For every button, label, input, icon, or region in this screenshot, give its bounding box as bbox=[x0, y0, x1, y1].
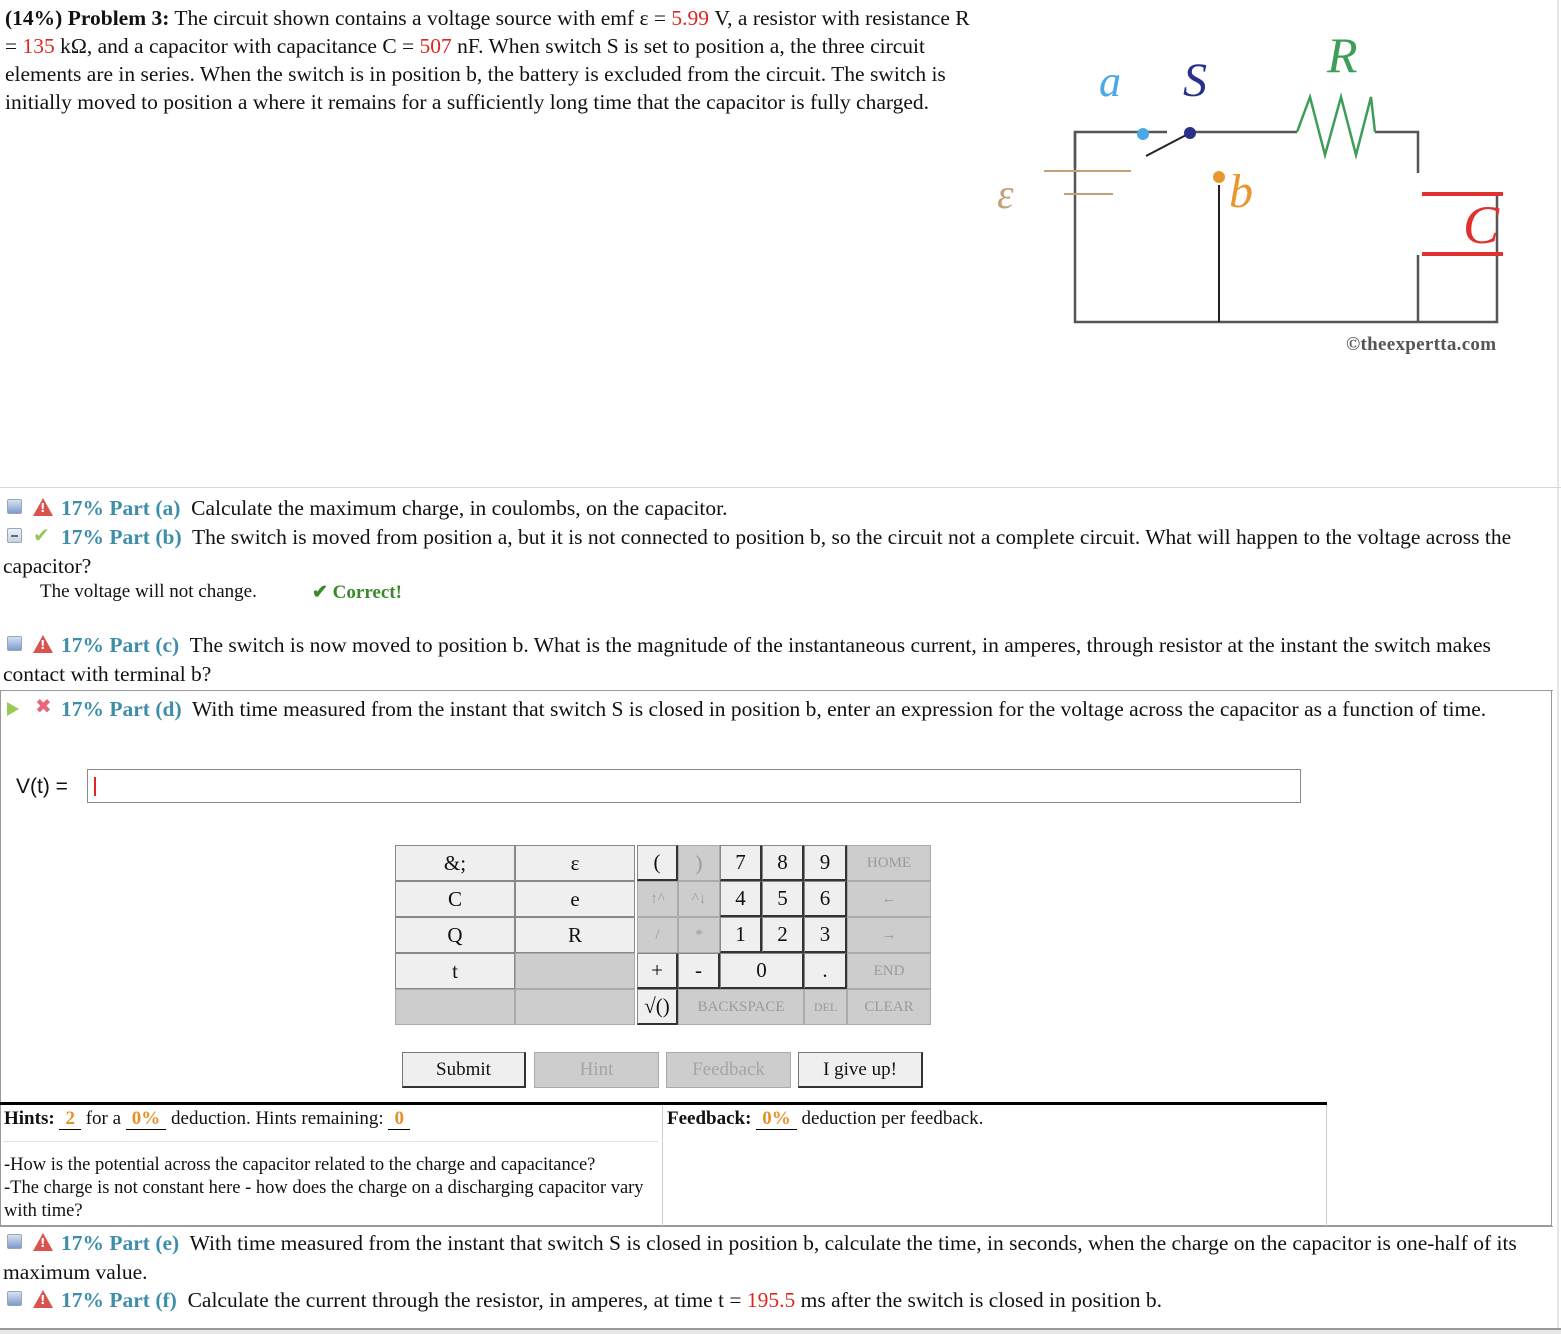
part-e[interactable] bbox=[3, 1229, 1553, 1286]
part-text: Calculate the current through the resistor, in amperes, at time t = bbox=[187, 1288, 747, 1312]
key-left-arrow: ← bbox=[847, 881, 931, 917]
part-weight: 17% bbox=[61, 1288, 104, 1312]
divider bbox=[0, 487, 1561, 488]
key-decimal[interactable]: . bbox=[804, 953, 847, 989]
key-r[interactable]: R bbox=[515, 917, 635, 953]
key-4[interactable]: 4 bbox=[720, 881, 762, 917]
part-label[interactable]: Part (d) bbox=[109, 697, 182, 721]
part-text: With time measured from the instant that switch S is closed in position b, enter an expression for the voltage across the capacitor as a function of time. bbox=[192, 697, 1487, 721]
label-a: a bbox=[1099, 57, 1121, 106]
hints-remaining: 0 bbox=[388, 1109, 410, 1130]
checkmark-icon: ✔ bbox=[33, 523, 50, 547]
play-icon bbox=[7, 702, 19, 716]
part-c[interactable] bbox=[3, 631, 1553, 688]
part-text: ms after the switch is closed in position b. bbox=[795, 1288, 1162, 1312]
divider bbox=[0, 1226, 1553, 1227]
hints-label: Hints: bbox=[4, 1108, 55, 1129]
divider bbox=[1326, 1105, 1327, 1226]
footer bbox=[0, 1330, 1561, 1334]
part-d[interactable] bbox=[3, 695, 1553, 724]
key-open-paren[interactable]: ( bbox=[637, 845, 678, 881]
label-b: b bbox=[1229, 165, 1253, 218]
key-5[interactable]: 5 bbox=[762, 881, 804, 917]
expand-icon[interactable] bbox=[7, 1291, 22, 1306]
part-weight: 17% bbox=[61, 1231, 104, 1255]
key-q[interactable]: Q bbox=[395, 917, 515, 953]
capacitance-value: 507 bbox=[419, 34, 452, 58]
give-up-button[interactable]: I give up! bbox=[798, 1052, 923, 1088]
divider bbox=[662, 1105, 663, 1226]
part-weight: 17% bbox=[61, 525, 104, 549]
part-weight: 17% bbox=[61, 697, 104, 721]
key-plus[interactable]: + bbox=[637, 953, 678, 989]
key-3[interactable]: 3 bbox=[804, 917, 847, 953]
part-label[interactable]: Part (e) bbox=[109, 1231, 180, 1255]
expand-icon[interactable] bbox=[7, 499, 22, 514]
hints-deduction: 0% bbox=[126, 1109, 167, 1130]
warning-icon bbox=[33, 635, 53, 653]
key-minus[interactable]: - bbox=[678, 953, 720, 989]
warning-icon bbox=[33, 1233, 53, 1251]
part-label[interactable]: Part (f) bbox=[109, 1288, 177, 1312]
hints-text: deduction. Hints remaining: bbox=[171, 1108, 384, 1129]
part-text: Calculate the maximum charge, in coulombs, on the capacitor. bbox=[191, 496, 728, 520]
key-del: DEL bbox=[804, 989, 847, 1025]
key-8[interactable]: 8 bbox=[762, 845, 804, 881]
key-empty bbox=[515, 989, 635, 1025]
key-0[interactable]: 0 bbox=[720, 953, 804, 989]
submitted-answer: The voltage will not change. bbox=[40, 581, 257, 602]
key-home: HOME bbox=[847, 845, 931, 881]
key-sqrt[interactable]: √() bbox=[637, 989, 678, 1025]
problem-title: Problem 3: bbox=[67, 6, 170, 30]
answer-label: V(t) = bbox=[16, 775, 68, 798]
key-superscript: ↑^ bbox=[637, 881, 678, 917]
hints-list bbox=[4, 1154, 659, 1223]
text-caret bbox=[94, 777, 96, 796]
part-weight: 17% bbox=[61, 633, 104, 657]
hint-item: -The charge is not constant here - how does the charge on a discharging capacitor vary with time? bbox=[4, 1178, 644, 1221]
warning-icon bbox=[33, 1290, 53, 1308]
key-right-arrow: → bbox=[847, 917, 931, 953]
emf-value: 5.99 bbox=[671, 6, 710, 30]
problem-text: nF. When switch S is set to position a, the three circuit elements are in series. When the switch is in position b, the battery is excluded from the circuit. The switch is initially moved to position a where it remains for a sufficiently long time that the capacitor is fully charged. bbox=[5, 34, 946, 114]
divider bbox=[0, 1102, 1327, 1105]
image-credit: ©theexpertta.com bbox=[1346, 334, 1497, 355]
problem-statement bbox=[5, 4, 975, 116]
key-epsilon[interactable]: ε bbox=[515, 845, 635, 881]
key-backspace: BACKSPACE bbox=[678, 989, 804, 1025]
expand-icon[interactable] bbox=[7, 636, 22, 651]
feedback-button: Feedback bbox=[666, 1052, 791, 1088]
key-close-paren: ) bbox=[678, 845, 720, 881]
hints-summary bbox=[4, 1108, 410, 1130]
answer-input[interactable] bbox=[87, 769, 1301, 803]
hints-count: 2 bbox=[59, 1109, 81, 1130]
part-label[interactable]: Part (a) bbox=[109, 496, 181, 520]
key-amp[interactable]: &; bbox=[395, 845, 515, 881]
part-text: With time measured from the instant that switch S is closed in position b, calculate the time, in seconds, when the charge on the capacitor is one-half of its maximum value. bbox=[3, 1231, 1517, 1284]
problem-text: V, a resistor with resistance R = bbox=[5, 6, 970, 58]
part-label[interactable]: Part (c) bbox=[109, 633, 180, 657]
part-weight: 17% bbox=[61, 496, 104, 520]
part-text: The switch is now moved to position b. What is the magnitude of the instantaneous current, in amperes, through resistor at the instant the switch makes contact with terminal b? bbox=[3, 633, 1491, 686]
key-multiply: * bbox=[678, 917, 720, 953]
feedback-deduction: 0% bbox=[756, 1109, 797, 1130]
label-emf: ε bbox=[997, 172, 1014, 218]
correct-badge: ✔ Correct! bbox=[312, 582, 402, 603]
key-empty bbox=[395, 989, 515, 1025]
feedback-label: Feedback: bbox=[667, 1108, 752, 1129]
label-r: R bbox=[1327, 27, 1358, 83]
key-e[interactable]: e bbox=[515, 881, 635, 917]
circuit-diagram bbox=[985, 20, 1555, 365]
key-empty bbox=[515, 953, 635, 989]
problem-text: The circuit shown contains a voltage source with emf ε = bbox=[169, 6, 672, 30]
part-text: The switch is moved from position a, but it is not connected to position b, so the circuit not a complete circuit. What will happen to the voltage across the capacitor? bbox=[3, 525, 1512, 578]
key-7[interactable]: 7 bbox=[720, 845, 762, 881]
hints-text: for a bbox=[85, 1108, 122, 1129]
collapse-icon[interactable] bbox=[7, 528, 22, 543]
scrollbar-track[interactable] bbox=[1557, 0, 1559, 1334]
part-label[interactable]: Part (b) bbox=[109, 525, 182, 549]
key-1[interactable]: 1 bbox=[720, 917, 762, 953]
label-c: C bbox=[1463, 195, 1500, 255]
submit-button[interactable]: Submit bbox=[402, 1052, 526, 1088]
problem-text: kΩ, and a capacitor with capacitance C = bbox=[54, 34, 420, 58]
feedback-text: deduction per feedback. bbox=[801, 1108, 984, 1129]
warning-icon bbox=[33, 498, 53, 516]
hint-item: -How is the potential across the capacitor related to the charge and capacitance? bbox=[4, 1155, 596, 1175]
part-a[interactable] bbox=[3, 494, 1553, 523]
expand-icon[interactable] bbox=[7, 1234, 22, 1249]
feedback-summary bbox=[667, 1108, 983, 1130]
key-divide: / bbox=[637, 917, 678, 953]
key-subscript: ^↓ bbox=[678, 881, 720, 917]
incorrect-icon: ✖ bbox=[35, 694, 52, 718]
resistance-value: 135 bbox=[22, 34, 55, 58]
key-2[interactable]: 2 bbox=[762, 917, 804, 953]
key-c[interactable]: C bbox=[395, 881, 515, 917]
key-6[interactable]: 6 bbox=[804, 881, 847, 917]
hint-button: Hint bbox=[534, 1052, 659, 1088]
label-s: S bbox=[1183, 54, 1207, 107]
part-b[interactable] bbox=[3, 523, 1553, 580]
part-f[interactable] bbox=[3, 1286, 1553, 1315]
key-end: END bbox=[847, 953, 931, 989]
key-t[interactable]: t bbox=[395, 953, 515, 989]
key-9[interactable]: 9 bbox=[804, 845, 847, 881]
divider bbox=[3, 1141, 658, 1142]
time-value: 195.5 bbox=[746, 1288, 796, 1312]
key-clear: CLEAR bbox=[847, 989, 931, 1025]
problem-weight: (14%) bbox=[5, 6, 63, 30]
